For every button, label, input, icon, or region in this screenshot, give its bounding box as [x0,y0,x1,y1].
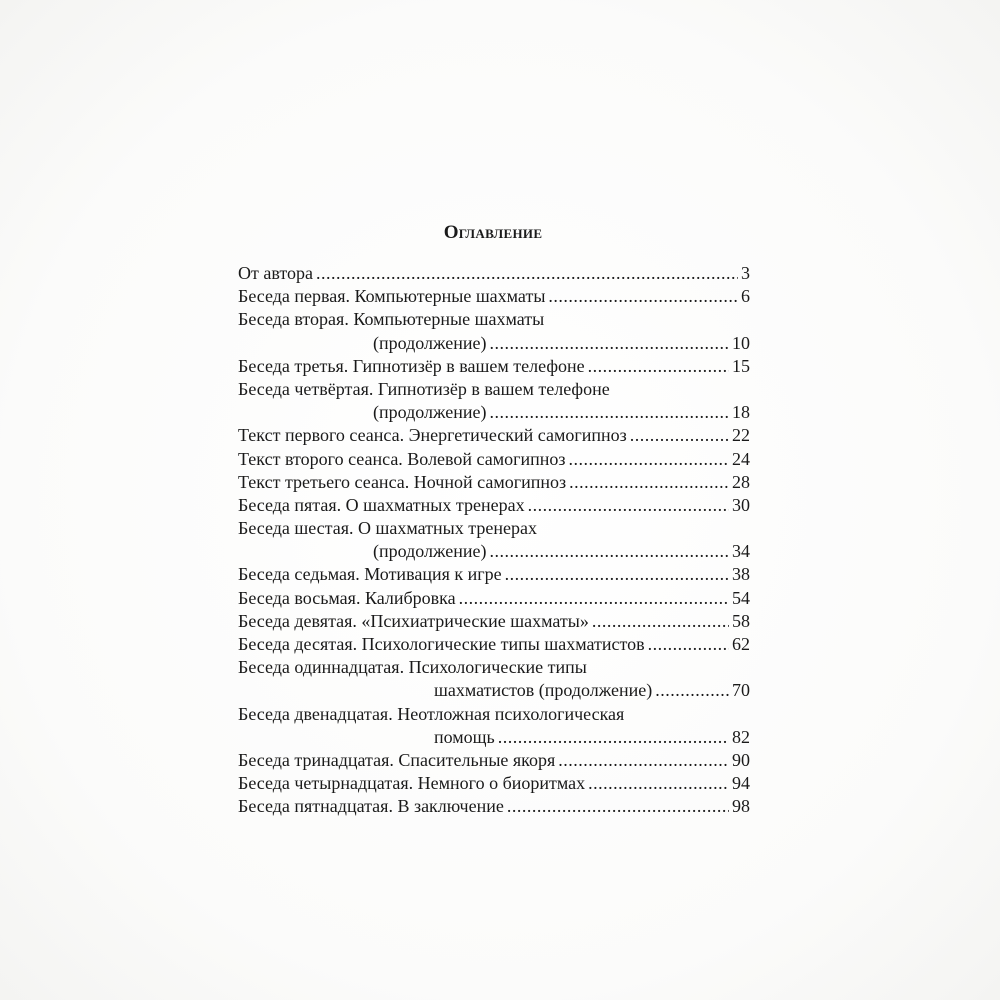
toc-entry-line [238,587,750,610]
dot-leader [569,448,729,471]
toc-entry-text: От автора [238,263,314,283]
toc-entry-heading: Беседа вторая. Компьютерные шахматы [238,309,545,330]
toc-entry-text: Беседа первая. Компьютерные шахматы [238,286,546,307]
toc-entry-line [238,610,750,633]
toc-page-number: 70 [732,680,750,701]
toc-entry [238,424,750,447]
toc-entry [238,772,750,795]
dot-leader [505,563,729,586]
toc-entry-text: (продолжение) [373,541,487,562]
toc-page-number: 58 [732,610,750,631]
toc-page-number: 22 [732,425,750,446]
toc-entry-line [238,424,750,447]
toc-page-number: 62 [732,634,750,654]
dot-leader [558,749,729,772]
toc-entry-line [238,679,750,702]
dot-leader [588,772,729,795]
toc-entry-line [238,795,750,818]
toc-entry-heading: Беседа двенадцатая. Неотложная психологическая [238,703,625,724]
toc-entry-text: Беседа восьмая. Калибровка [238,587,456,608]
dot-leader [498,726,729,749]
toc-entry-text: Беседа третья. Гипнотизёр в вашем телефоне [238,355,585,376]
toc-page-number: 54 [732,587,750,608]
toc-page-number: 34 [732,541,750,562]
toc-entry-text: (продолжение) [373,332,487,353]
toc-entry [238,471,750,494]
toc-page-number: 28 [732,471,750,492]
toc-entry [238,355,750,378]
toc-entry [238,656,750,702]
toc-page-number: 82 [732,726,750,747]
dot-leader [648,633,729,656]
toc-entry [238,749,750,772]
toc-entry-line [238,540,750,563]
toc-entry-line [238,471,750,494]
toc-entry-text: шахматистов (продолжение) [434,680,653,701]
toc-page-number: 3 [741,263,750,283]
toc-entry-text: Текст третьего сеанса. Ночной самогипноз [238,471,567,492]
toc-entry-heading: Беседа четвёртая. Гипнотизёр в вашем телефоне [238,378,610,399]
toc-entry-line [238,726,750,749]
toc-entry-text: Беседа тринадцатая. Спасительные якоря [238,749,556,770]
toc-entry-line [238,355,750,378]
toc-list [238,262,750,819]
dot-leader [548,285,738,308]
toc-entry-text: Беседа пятнадцатая. В заключение [238,796,504,817]
toc-page-number: 90 [732,749,750,770]
toc-entry-text: Текст второго сеанса. Волевой самогипноз [238,448,566,469]
toc-entry-heading: Беседа одиннадцатая. Психологические типы [238,657,587,678]
toc-entry-text: Беседа девятая. «Психиатрические шахматы» [238,610,589,631]
toc-entry [238,448,750,471]
toc-entry-line [238,633,750,656]
dot-leader [489,540,729,563]
toc-entry [238,285,750,308]
toc-page-number: 18 [732,402,750,423]
toc-entry-text: Беседа десятая. Психологические типы шахматистов [238,634,645,654]
toc-entry-text: помощь [434,726,495,747]
toc-entry-text: Текст первого сеанса. Энергетический самогипноз [238,425,627,446]
toc-page-number: 30 [732,494,750,515]
toc-page-number: 24 [732,448,750,469]
toc-entry [238,262,750,285]
toc-entry-line [238,494,750,517]
toc-entry [238,308,750,354]
toc-entry-text: Беседа пятая. О шахматных тренерах [238,494,525,515]
toc-page-number: 6 [741,286,750,307]
toc-page-number: 15 [732,355,750,376]
toc-entry [238,517,750,563]
toc-page-number: 10 [732,332,750,353]
dot-leader [655,679,729,702]
toc-entry-line [238,749,750,772]
dot-leader [528,494,729,517]
dot-leader [569,471,729,494]
toc-entry-text: Беседа четырнадцатая. Немного о биоритмах [238,773,586,794]
toc-page-number: 98 [732,796,750,817]
toc-entry [238,703,750,749]
toc-entry [238,378,750,424]
toc-entry-line [238,772,750,795]
toc-page-number: 38 [732,564,750,585]
toc-entry-text: Беседа седьмая. Мотивация к игре [238,564,502,585]
dot-leader [489,332,729,355]
dot-leader [316,262,738,285]
toc-entry-line [238,448,750,471]
toc-entry-line [238,262,750,285]
dot-leader [592,610,729,633]
toc-entry-text: (продолжение) [373,402,487,423]
dot-leader [630,424,729,447]
toc-entry [238,587,750,610]
dot-leader [588,355,729,378]
toc-entry-line [238,332,750,355]
toc-entry [238,563,750,586]
dot-leader [459,587,729,610]
toc-entry [238,795,750,818]
toc-entry-line [238,285,750,308]
toc-entry-line [238,401,750,424]
toc-entry [238,494,750,517]
toc-title: Оглавление [443,222,543,243]
toc-entry-heading: Беседа шестая. О шахматных тренерах [238,518,537,539]
toc-entry [238,633,750,656]
dot-leader [507,795,729,818]
dot-leader [489,401,729,424]
toc-page-number: 94 [732,773,750,794]
toc-entry-line [238,563,750,586]
toc-entry [238,610,750,633]
